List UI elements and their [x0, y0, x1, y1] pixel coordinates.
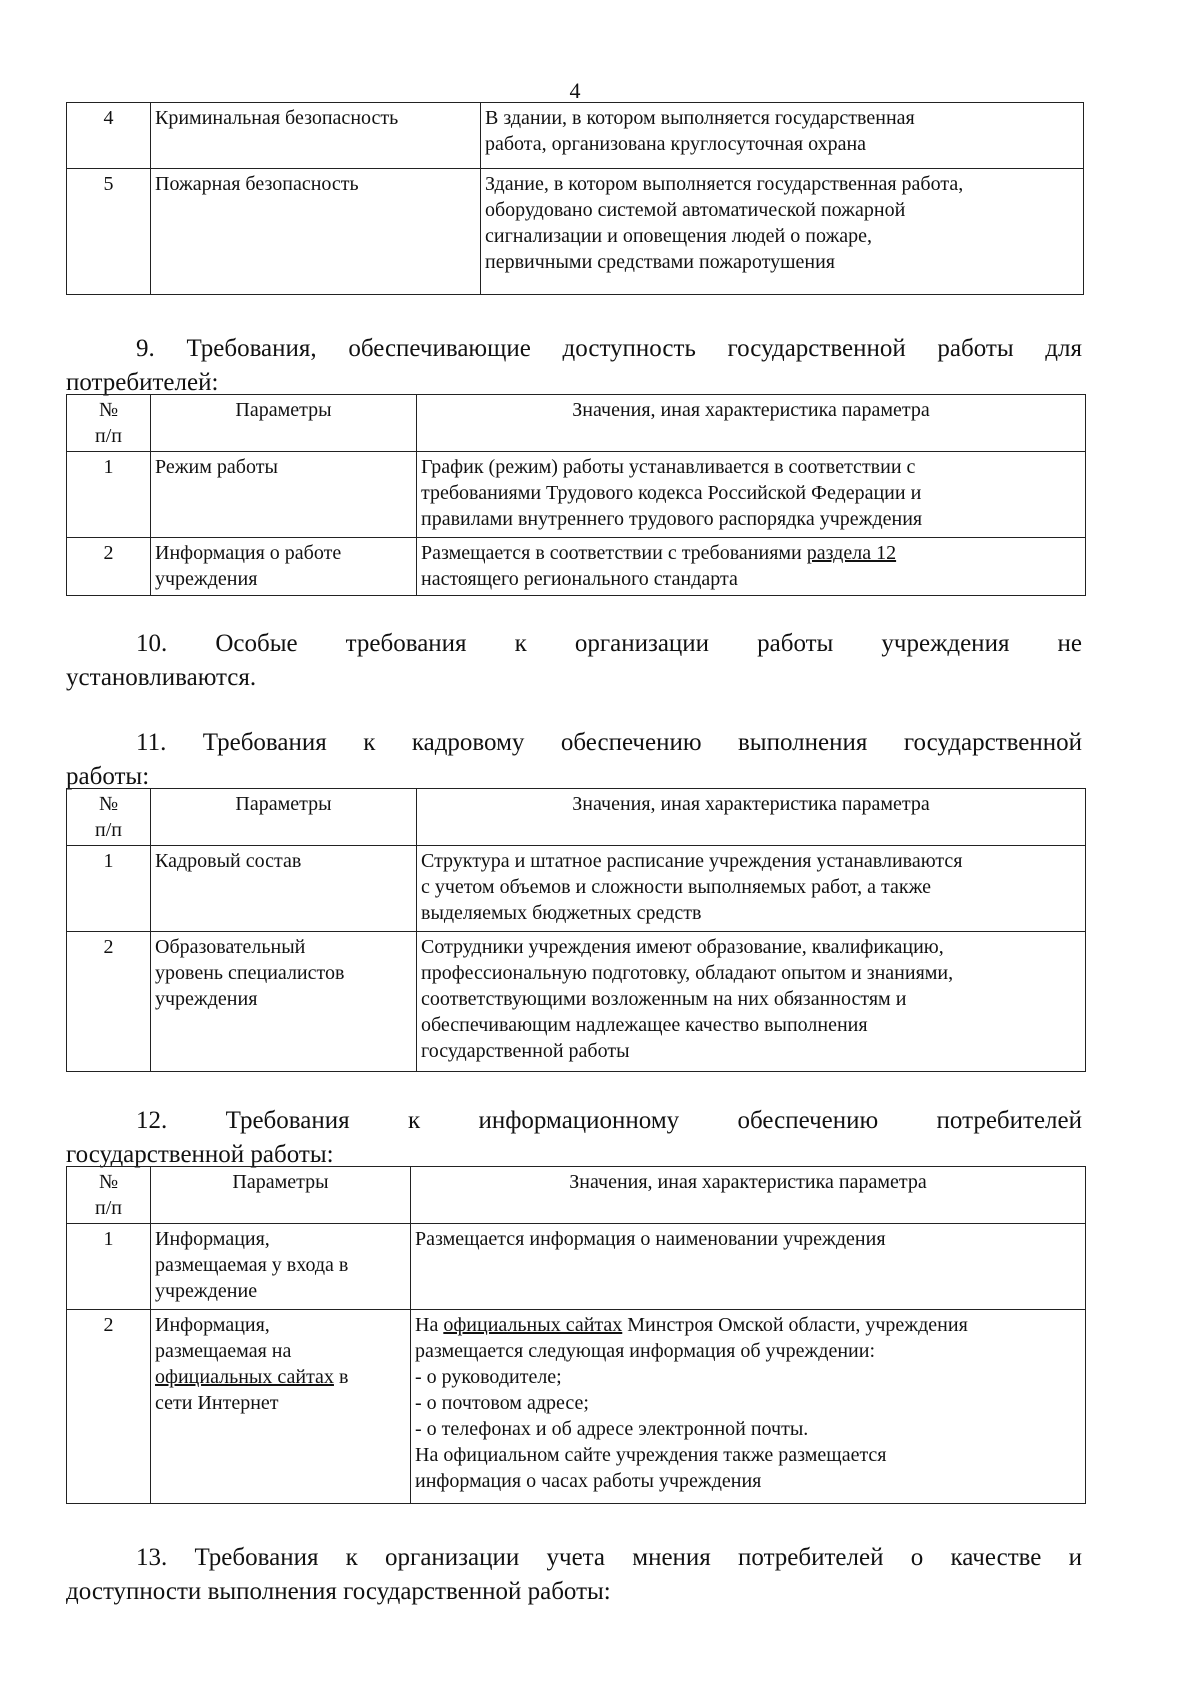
header-num: № п/п	[67, 395, 151, 452]
value-cell: Структура и штатное расписание учреждения устанавливаются с учетом объемов и сложности выполняемых работ, а также выделяемых бюджетных средств	[417, 846, 1086, 932]
table-row	[67, 538, 1086, 596]
row-number: 2	[67, 1310, 151, 1504]
row-number: 4	[67, 103, 151, 169]
section-12-heading: 12. Требования к информационному обеспечению потребителей государственной работы:	[66, 1107, 1082, 1168]
table-row	[67, 1310, 1086, 1504]
value-cell: График (режим) работы устанавливается в соответствии с требованиями Трудового кодекса Российской Федерации и правилами внутреннего трудового распорядка учреждения	[417, 452, 1086, 538]
table-row	[67, 169, 1084, 295]
value-cell: Здание, в котором выполняется государственная работа, оборудовано системой автоматической пожарной сигнализации и оповещения людей о пожаре, первичными средствами пожаротушения	[481, 169, 1084, 295]
value-cell: Размещается информация о наименовании учреждения	[411, 1224, 1086, 1310]
official-sites-link[interactable]: официальных сайтах	[155, 1366, 334, 1388]
section-12-link[interactable]: раздела 12	[806, 542, 897, 564]
value-cell: Размещается в соответствии с требованиями раздела 12 настоящего регионального стандарта	[417, 538, 1086, 596]
header-values: Значения, иная характеристика параметра	[411, 1167, 1086, 1224]
param-cell: Информация о работе учреждения	[151, 538, 417, 596]
header-values: Значения, иная характеристика параметра	[417, 395, 1086, 452]
param-cell: Кадровый состав	[151, 846, 417, 932]
table-accessibility	[66, 394, 1086, 596]
param-cell: Образовательный уровень специалистов учреждения	[151, 932, 417, 1072]
header-params: Параметры	[151, 1167, 411, 1224]
table-row	[67, 452, 1086, 538]
row-number: 5	[67, 169, 151, 295]
table-header-row	[67, 1167, 1086, 1224]
header-num: № п/п	[67, 789, 151, 846]
row-number: 2	[67, 538, 151, 596]
row-number: 1	[67, 846, 151, 932]
section-10-heading: 10. Особые требования к организации работы учреждения не установливаются.	[66, 630, 1082, 691]
value-cell: Сотрудники учреждения имеют образование, квалификацию, профессиональную подготовку, обладают опытом и знаниями, соответствующими возложенным на них обязанностям и обеспечивающим надлежащее качество выполнения государственной работы	[417, 932, 1086, 1072]
header-params: Параметры	[151, 395, 417, 452]
param-cell: Информация, размещаемая на официальных сайтах в сети Интернет	[151, 1310, 411, 1504]
official-sites-link[interactable]: официальных сайтах	[443, 1314, 623, 1336]
row-number: 2	[67, 932, 151, 1072]
table-header-row	[67, 395, 1086, 452]
section-11-heading: 11. Требования к кадровому обеспечению выполнения государственной работы:	[66, 729, 1082, 790]
page-number: 4	[569, 78, 581, 103]
header-values: Значения, иная характеристика параметра	[417, 789, 1086, 846]
header-params: Параметры	[151, 789, 417, 846]
param-cell: Криминальная безопасность	[151, 103, 481, 169]
section-9-heading: 9. Требования, обеспечивающие доступность государственной работы для потребителей:	[66, 335, 1082, 396]
section-13-heading: 13. Требования к организации учета мнения потребителей о качестве и доступности выполнения государственной работы:	[66, 1544, 1082, 1605]
param-cell: Режим работы	[151, 452, 417, 538]
param-cell: Информация, размещаемая у входа в учреждение	[151, 1224, 411, 1310]
table-staffing	[66, 788, 1086, 1072]
table-row	[67, 1224, 1086, 1310]
value-cell: В здании, в котором выполняется государственная работа, организована круглосуточная охрана	[481, 103, 1084, 169]
table-row	[67, 846, 1086, 932]
table-row	[67, 103, 1084, 169]
param-cell: Пожарная безопасность	[151, 169, 481, 295]
value-cell: На официальных сайтах Минстроя Омской области, учреждения размещается следующая информация об учреждении: - о руководителе; - о почтовом адресе; - о телефонах и об адресе электронной почты. На официальном сайте учреждения также размещается информация о часах работы учреждения	[411, 1310, 1086, 1504]
header-num: № п/п	[67, 1167, 151, 1224]
table-information	[66, 1166, 1086, 1504]
table-row	[67, 932, 1086, 1072]
table-header-row	[67, 789, 1086, 846]
row-number: 1	[67, 452, 151, 538]
row-number: 1	[67, 1224, 151, 1310]
table-safety	[66, 102, 1084, 295]
